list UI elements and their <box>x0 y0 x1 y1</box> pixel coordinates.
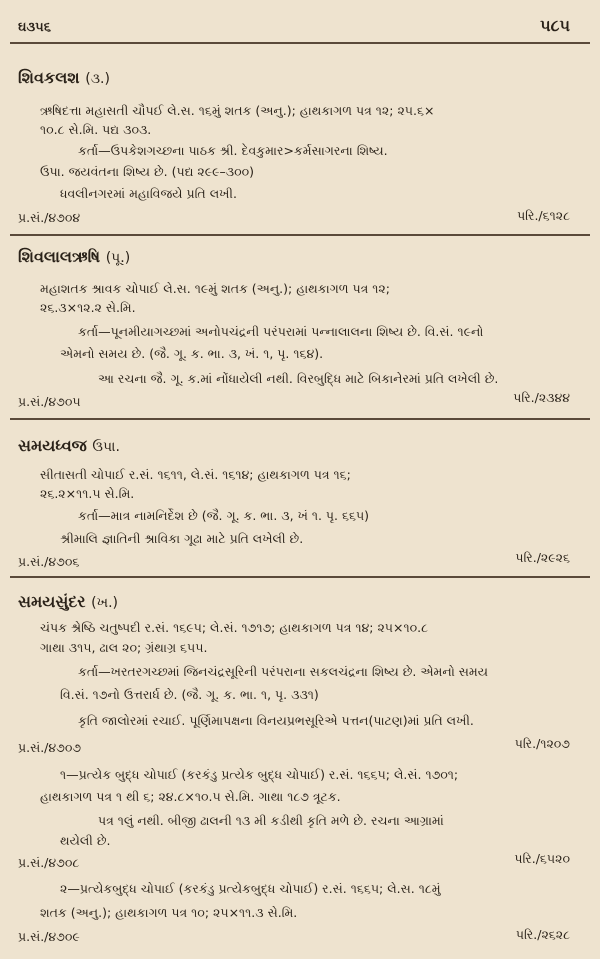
pra-ref: પ્ર.સં./૪૭૦૮ <box>18 855 80 870</box>
pra-ref: પ્ર.સં./૪૭૦૭ <box>18 740 82 755</box>
entry-line: ઋષિદત્તા મહાસતી ચૌપઈ લે.સ. ૧૬મું શતક (અનુ.); હાથકાગળ પત્ર ૧૨; ૨૫.૬× <box>40 103 435 118</box>
pari-ref: પરિ./૬૫૨૦ <box>514 851 570 866</box>
entry-line: કર્તા—ઉપકેશગચ્છના પાઠક શ્રી. દેવકુમાર>કર્મસાગરના શિષ્ય. <box>78 143 388 158</box>
pra-ref: પ્ર.સં./૪૭૦૬ <box>18 554 80 569</box>
entry-title: શિવકલશ (૩.) <box>18 68 110 87</box>
divider <box>10 576 590 578</box>
entry-line: ૧—પ્રત્યેક બુદ્ધ ચોપાઈ (કરકંડુ પ્રત્યેક બુદ્ધ ચોપાઈ) ર.સં. ૧૬૬૫; લે.સં. ૧૭૦૧; <box>60 767 459 782</box>
entry-line: કર્તા—માત્ર નામનિર્દેશ છે (જૈ. ગૂ. ક. ભા. ૩, ખં ૧. પૃ. ૬૬૫) <box>78 508 370 523</box>
pari-ref: પરિ./૨૩૪૪ <box>513 390 570 405</box>
pari-ref: પરિ./૨૯૨૬ <box>515 550 570 565</box>
entry-line: ૨૬.૨×૧૧.૫ સે.મિ. <box>40 486 135 501</box>
entry-line: ગાથા ૩૧૫, ઢાલ ૨૦; ગ્રંથાગ્ર ૬૫૫. <box>40 640 208 655</box>
pari-ref: પરિ./૧૨૦૭ <box>514 736 570 751</box>
entry-line: શ્રીમાલિ જ્ઞાતિની શ્રાવિકા ગૂઢા માટે પ્રતિ લખેલી છે. <box>60 531 304 546</box>
pra-ref: પ્ર.સં./૪૭૦૪ <box>18 210 81 225</box>
entry-line: ૨૬.૩×૧૨.૨ સે.મિ. <box>40 300 136 315</box>
entry-line: થયેલી છે. <box>60 833 111 848</box>
entry-line: વિ.સં. ૧૭નો ઉત્તરાર્ધ છે. (જૈ. ગૂ. ક. ભા. ૧, પૃ. ૩૩૧) <box>60 687 319 702</box>
entry-line: મહાશતક શ્રાવક ચોપાઈ લે.સ. ૧૯મું શતક (અનુ.); હાથકાગળ પત્ર ૧૨; <box>40 281 390 296</box>
entry-line: ઉપા. જયવંતના શિષ્ય છે. (પદ્ય ૨૯૯–૩૦૦) <box>40 164 255 179</box>
entry-line: કૃતિ જાલોરમાં રચાઈ. પૂર્ણિમાપક્ષના વિનયપ્રભસૂરિએ પત્તન(પાટણ)માં પ્રતિ લખી. <box>78 713 474 728</box>
entry-line: ચંપક શ્રેષ્ઠિ ચતુષ્પદી ર.સં. ૧૬૯૫; લે.સં. ૧૭૧૭; હાથકાગળ પત્ર ૧૪; ૨૫×૧૦.૮ <box>40 620 428 635</box>
header-rule <box>10 42 590 44</box>
page-number: ૫૮૫ <box>540 16 570 35</box>
pari-ref: પરિ./૬૧૨૮ <box>517 208 570 223</box>
pra-ref: પ્ર.સં./૪૭૦૯ <box>18 929 80 944</box>
entry-line: ૨—પ્રત્યેકબુદ્ધ ચોપાઈ (કરકંડુ પ્રત્યેકબુદ્ધ ચોપાઈ) ર.સં. ૧૬૬૫; લે.સ. ૧૮મું <box>60 881 441 896</box>
entry-line: એમનો સમય છે. (જૈ. ગૂ. ક. ભા. ૩, ખં. ૧, પૃ. ૧૬૪). <box>60 346 324 361</box>
pra-ref: પ્ર.સં./૪૭૦૫ <box>18 394 81 409</box>
entry-line: ધવલીનગરમાં મહાવિજયે પ્રતિ લખી. <box>60 186 237 201</box>
entry-line: હાથકાગળ પત્ર ૧ થી ૬; ૨૪.૮×૧૦.૫ સે.મિ. ગાથા ૧૮૭ ત્રૂટક. <box>40 789 341 804</box>
entry-title: શિવલાલઋષિ (પૂ.) <box>18 247 131 266</box>
entry-title: સમયસુંદર (ખ.) <box>18 592 119 611</box>
divider <box>10 418 590 420</box>
entry-line: સીતાસતી ચોપાઈ ર.સં. ૧૬૧૧, લે.સં. ૧૬૧૪; હાથકાગળ પત્ર ૧૬; <box>40 467 351 482</box>
entry-line: શતક (અનુ.); હાથકાગળ પત્ર ૧૦; ૨૫×૧૧.૩ સે.મિ. <box>40 905 298 920</box>
entry-title: સમયધ્વજ ઉપા. <box>18 436 120 455</box>
pari-ref: પરિ./૨૬૨૮ <box>515 927 570 942</box>
entry-line: આ રચના જૈ. ગૂ. ક.માં નોંધાયેલી નથી. વિરબુદ્ધિ માટે બિકાનેરમાં પ્રતિ લખેલી છે. <box>98 371 499 386</box>
entry-line: કર્તા—પૂનમીયાગચ્છમાં અનોપચંદ્રની પરંપરામાં પન્નાલાલના શિષ્ય છે. વિ.સં. ૧૯નો <box>78 324 484 339</box>
entry-line: ૧૦.૮ સે.મિ. પદ્ય ૩૦૩. <box>40 122 152 137</box>
running-header: ઘ૩૫૬ <box>18 20 51 35</box>
divider <box>10 234 590 236</box>
entry-line: કર્તા—ખરતરગચ્છમાં જિનચંદ્રસૂરિની પરંપરાના સકલચંદ્રના શિષ્ય છે. એમનો સમય <box>78 664 488 679</box>
entry-line: પત્ર ૧લું નથી. બીજી ઢાલની ૧૩ મી કડીથી કૃતિ મળે છે. રચના આગ્રામાં <box>98 813 444 828</box>
